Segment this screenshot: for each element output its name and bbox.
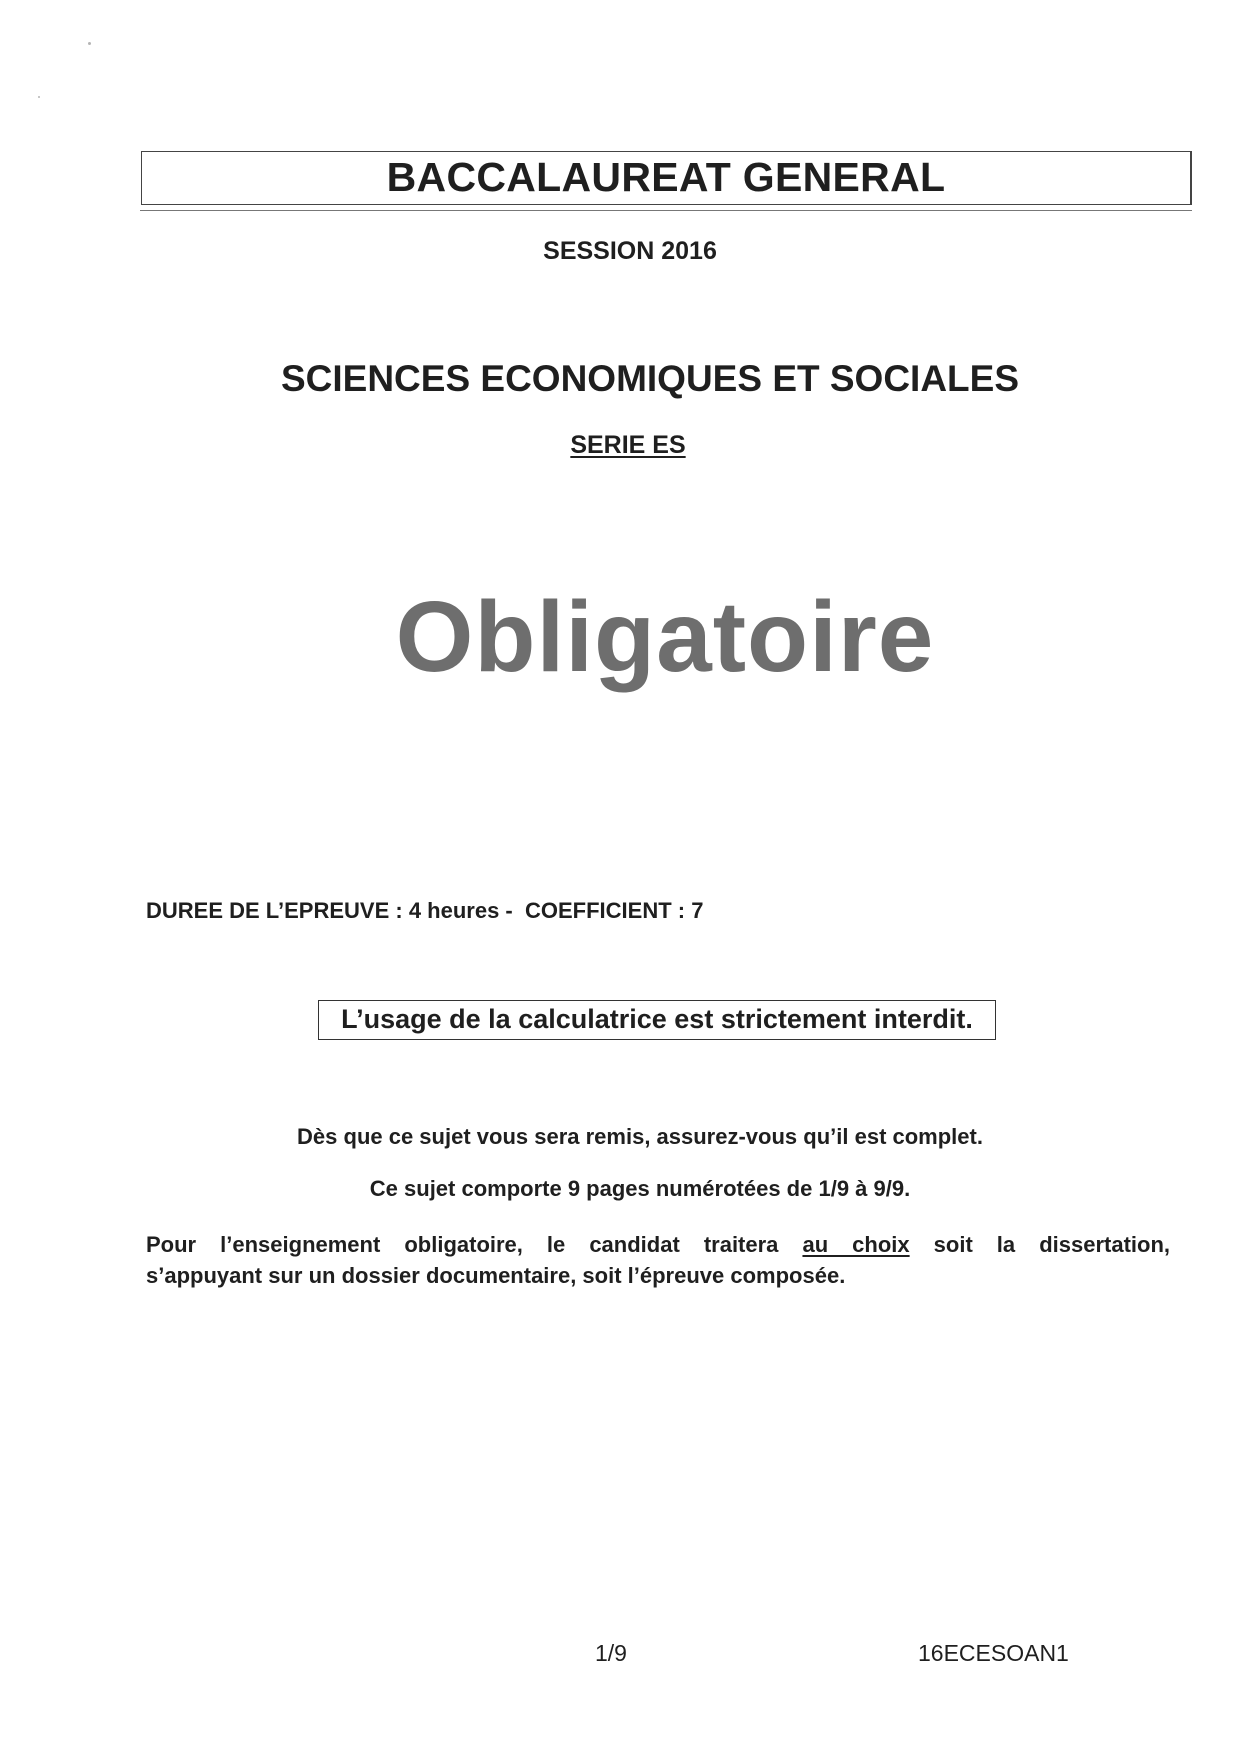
session-label: SESSION 2016 <box>543 237 717 265</box>
instruction-paragraph-line-1 <box>146 1229 1170 1260</box>
instruction-line-1: Dès que ce sujet vous sera remis, assurez-vous qu’il est complet. <box>297 1124 983 1149</box>
scan-speck <box>88 42 91 45</box>
exam-code: 16ECESOAN1 <box>918 1640 1069 1666</box>
page-number: 1/9 <box>595 1640 627 1666</box>
title-box <box>141 151 1192 205</box>
specialty-heading: Obligatoire <box>395 581 935 693</box>
para-part-1: Pour l’enseignement obligatoire, le candidat traitera <box>146 1232 803 1257</box>
para-underlined: au choix <box>802 1232 910 1257</box>
serie-label <box>8 431 1240 460</box>
instruction-paragraph-line-2: s’appuyant sur un dossier documentaire, soit l’épreuve composée. <box>146 1263 846 1288</box>
calculator-notice: L’usage de la calculatrice est strictement interdit. <box>318 1000 996 1040</box>
scan-speck <box>38 96 40 98</box>
serie-text: SERIE ES <box>570 431 686 459</box>
para-part-2: soit la dissertation, <box>909 1232 1170 1257</box>
duration-coefficient: DUREE DE L’EPREUVE : 4 heures - COEFFICIENT : 7 <box>146 898 704 923</box>
exam-title: BACCALAUREAT GENERAL <box>386 154 946 200</box>
instruction-paragraph <box>146 1229 1170 1291</box>
subject-title: SCIENCES ECONOMIQUES ET SOCIALES <box>280 358 1020 399</box>
instruction-line-2: Ce sujet comporte 9 pages numérotées de 1/9 à 9/9. <box>369 1176 911 1201</box>
